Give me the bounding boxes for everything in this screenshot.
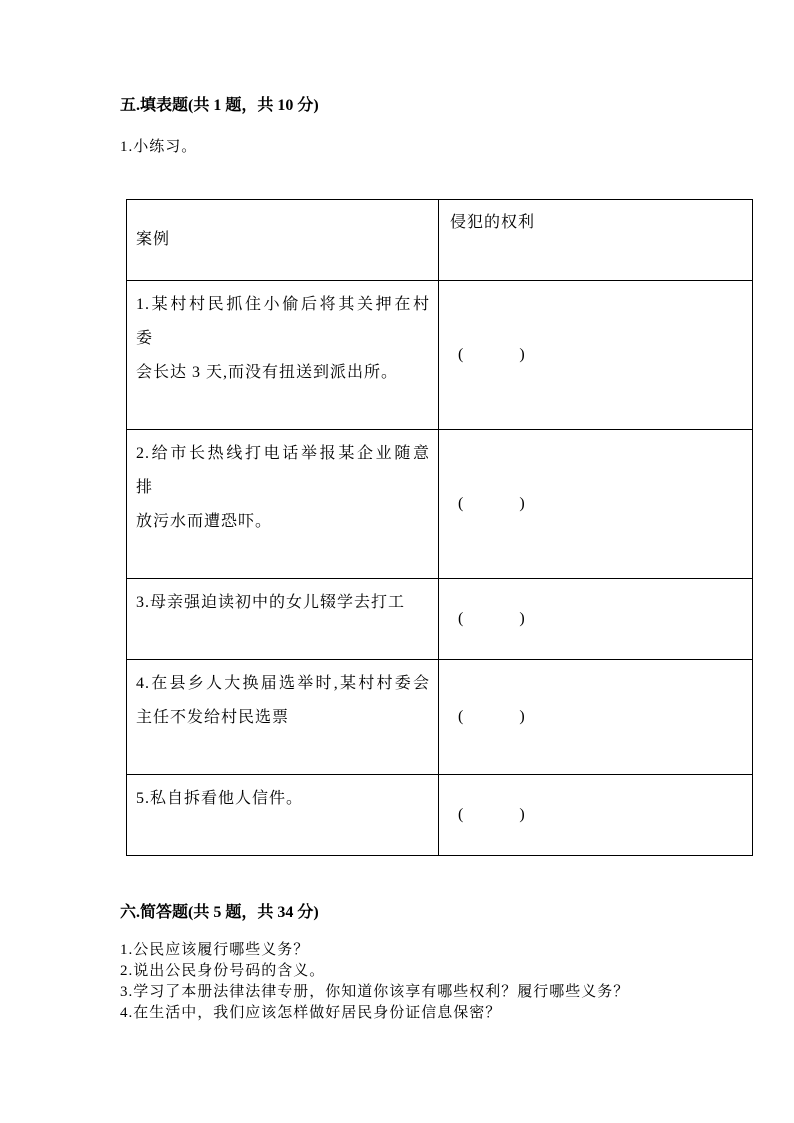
table-row [127,579,753,660]
answer-cell [439,579,753,660]
answer-cell [439,430,753,579]
question-title: 1.小练习。 [120,139,198,155]
table-row [127,660,753,775]
answer-blank: ( ) [458,806,527,823]
header-right-cell [439,200,753,281]
table-row [127,430,753,579]
case-text-line: 主任不发给村民选票 [136,709,290,726]
header-right-label: 侵犯的权利 [450,214,536,231]
fill-in-table [126,199,753,856]
case-cell [127,660,439,775]
answer-blank: ( ) [458,610,527,627]
table-row [127,281,753,430]
section-heading-short-answer: 六.简答题(共 5 题，共 34 分) [120,904,319,921]
answer-blank: ( ) [458,346,527,363]
list-item: 1.公民应该履行哪些义务？ [120,942,310,958]
answer-blank: ( ) [458,495,527,512]
case-text-line: 1.某村村民抓住小偷后将其关押在村 [136,296,430,313]
case-text-line: 排 [136,479,154,496]
case-text-line: 2.给市长热线打电话举报某企业随意 [136,445,430,462]
table-header-row [127,200,753,281]
case-text-line: 委 [136,330,154,347]
case-text-line: 3.母亲强迫读初中的女儿辍学去打工 [136,594,406,611]
case-cell [127,430,439,579]
case-text-line: 5.私自拆看他人信件。 [136,790,304,807]
table-row [127,775,753,856]
case-cell [127,281,439,430]
header-case-label: 案例 [136,231,171,248]
header-case-cell [127,200,439,281]
list-item: 4.在生活中，我们应该怎样做好居民身份证信息保密？ [120,1005,502,1021]
answer-cell [439,775,753,856]
section-heading-fill-table: 五.填表题(共 1 题，共 10 分) [120,97,319,114]
answer-blank: ( ) [458,708,527,725]
case-cell [127,579,439,660]
list-item: 2.说出公民身份号码的含义。 [120,963,326,979]
case-text-line: 4.在县乡人大换届选举时,某村村委会 [136,675,430,692]
case-cell [127,775,439,856]
case-text-line: 放污水而遭恐吓。 [136,513,273,530]
answer-cell [439,281,753,430]
answer-cell [439,660,753,775]
case-text-line: 会长达 3 天,而没有扭送到派出所。 [136,364,399,381]
list-item: 3.学习了本册法律法律专册，你知道你该享有哪些权利？履行哪些义务？ [120,984,630,1000]
short-answer-list [120,940,629,1024]
